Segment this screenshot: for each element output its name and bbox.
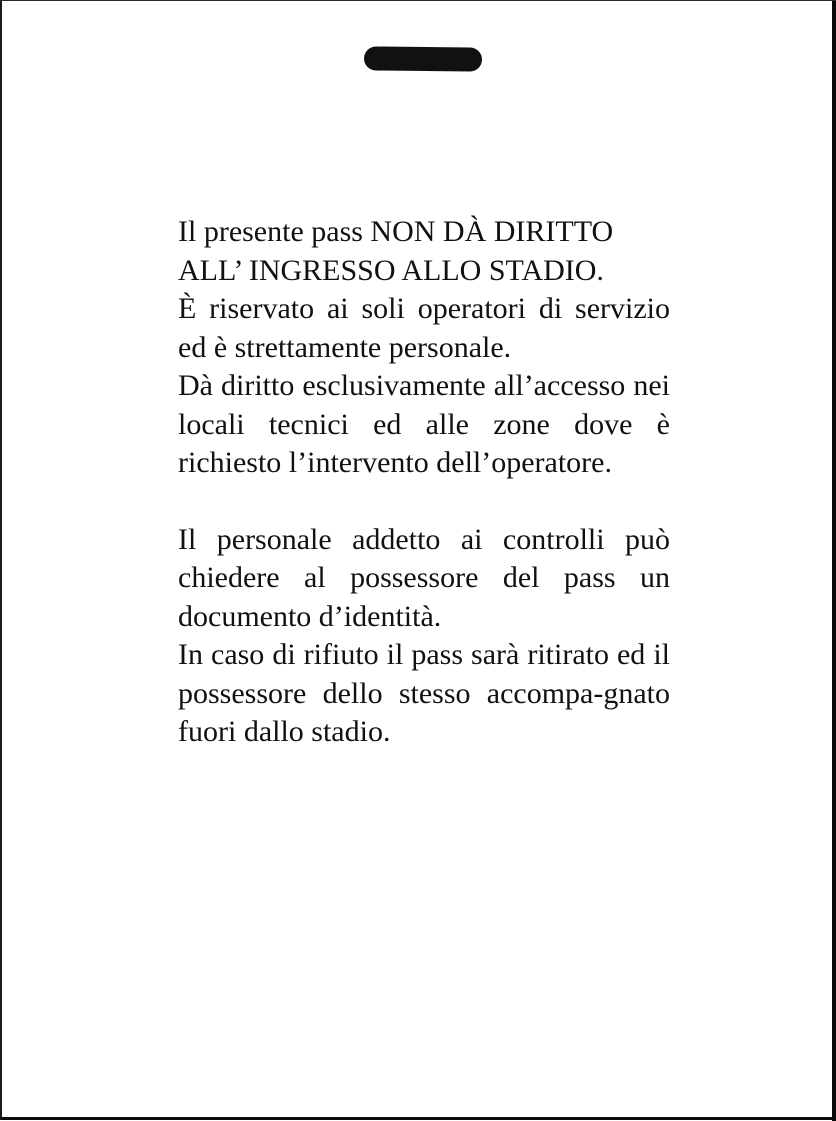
identity-check-sentence: Il personale addetto ai controlli può chiedere al possessore del pass un documento d’identità.	[178, 522, 670, 633]
access-rights-sentence: Dà diritto esclusivamente all’accesso nei locali tecnici ed alle zone dove è richiesto l’intervento dell’operatore.	[178, 369, 670, 479]
paragraph-spacer	[178, 483, 670, 521]
refusal-consequence-sentence: In caso di rifiuto il pass sarà ritirato ed il possessore dello stesso accompa-gnato fuori dallo stadio.	[178, 638, 670, 748]
pass-conditions-text	[178, 213, 670, 752]
card-edge-right	[832, 1, 836, 1121]
lanyard-slot	[364, 46, 482, 71]
notice-line-2: ALL’ INGRESSO ALLO STADIO.	[178, 253, 604, 287]
notice-line-1: Il presente pass NON DÀ DIRITTO	[178, 215, 614, 248]
reserved-operators-sentence: È riservato ai soli operatori di servizio ed è strettamente personale.	[178, 292, 670, 364]
